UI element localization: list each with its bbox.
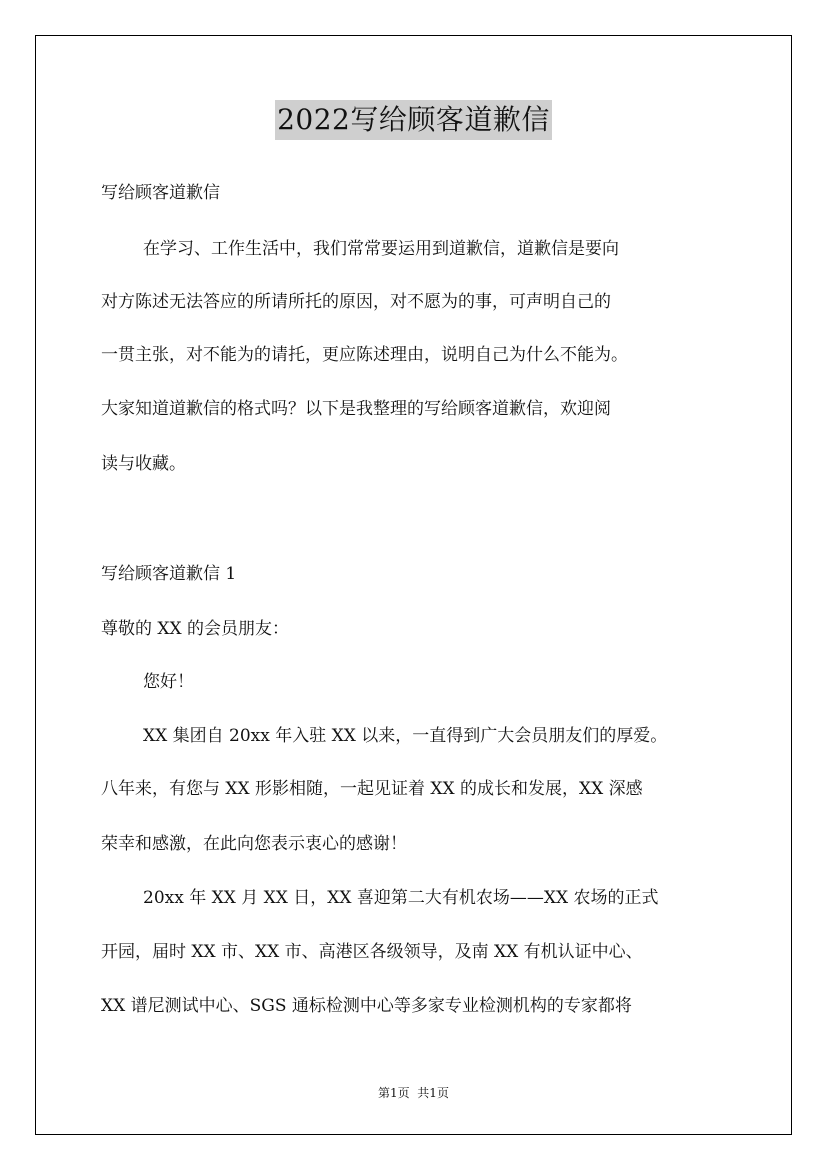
letter-heading: 写给顾客道歉信 1 — [101, 564, 237, 584]
paragraph-line: XX 集团自 20xx 年入驻 XX 以来，一直得到广大会员朋友们的厚爱。 — [143, 726, 668, 746]
page-number: 第1页 共1页 — [378, 1086, 449, 1100]
title-wrap — [0, 100, 827, 140]
paragraph-line: 读与收藏。 — [101, 454, 186, 474]
paragraph-line: 20xx 年 XX 月 XX 日，XX 喜迎第二大有机农场——XX 农场的正式 — [143, 888, 659, 908]
salutation: 尊敬的 XX 的会员朋友： — [101, 619, 290, 639]
paragraph-line: 八年来，有您与 XX 形影相随，一起见证着 XX 的成长和发展，XX 深感 — [101, 779, 643, 799]
paragraph-line: 大家知道道歉信的格式吗？以下是我整理的写给顾客道歉信，欢迎阅 — [101, 399, 611, 419]
section-heading: 写给顾客道歉信 — [101, 183, 220, 203]
paragraph-line: XX 谱尼测试中心、SGS 通标检测中心等多家专业检测机构的专家都将 — [101, 996, 632, 1016]
paragraph-line: 开园，届时 XX 市、XX 市、高港区各级领导，及南 XX 有机认证中心、 — [101, 942, 643, 962]
paragraph-line: 一贯主张，对不能为的请托，更应陈述理由，说明自己为什么不能为。 — [101, 345, 628, 365]
paragraph-line: 荣幸和感激，在此向您表示衷心的感谢！ — [101, 834, 407, 854]
greeting: 您好！ — [143, 672, 194, 692]
paragraph-line: 在学习、工作生活中，我们常常要运用到道歉信，道歉信是要向 — [143, 239, 619, 259]
paragraph-line: 对方陈述无法答应的所请所托的原因，对不愿为的事，可声明自己的 — [101, 292, 611, 312]
document-title: 2022写给顾客道歉信 — [275, 100, 552, 140]
